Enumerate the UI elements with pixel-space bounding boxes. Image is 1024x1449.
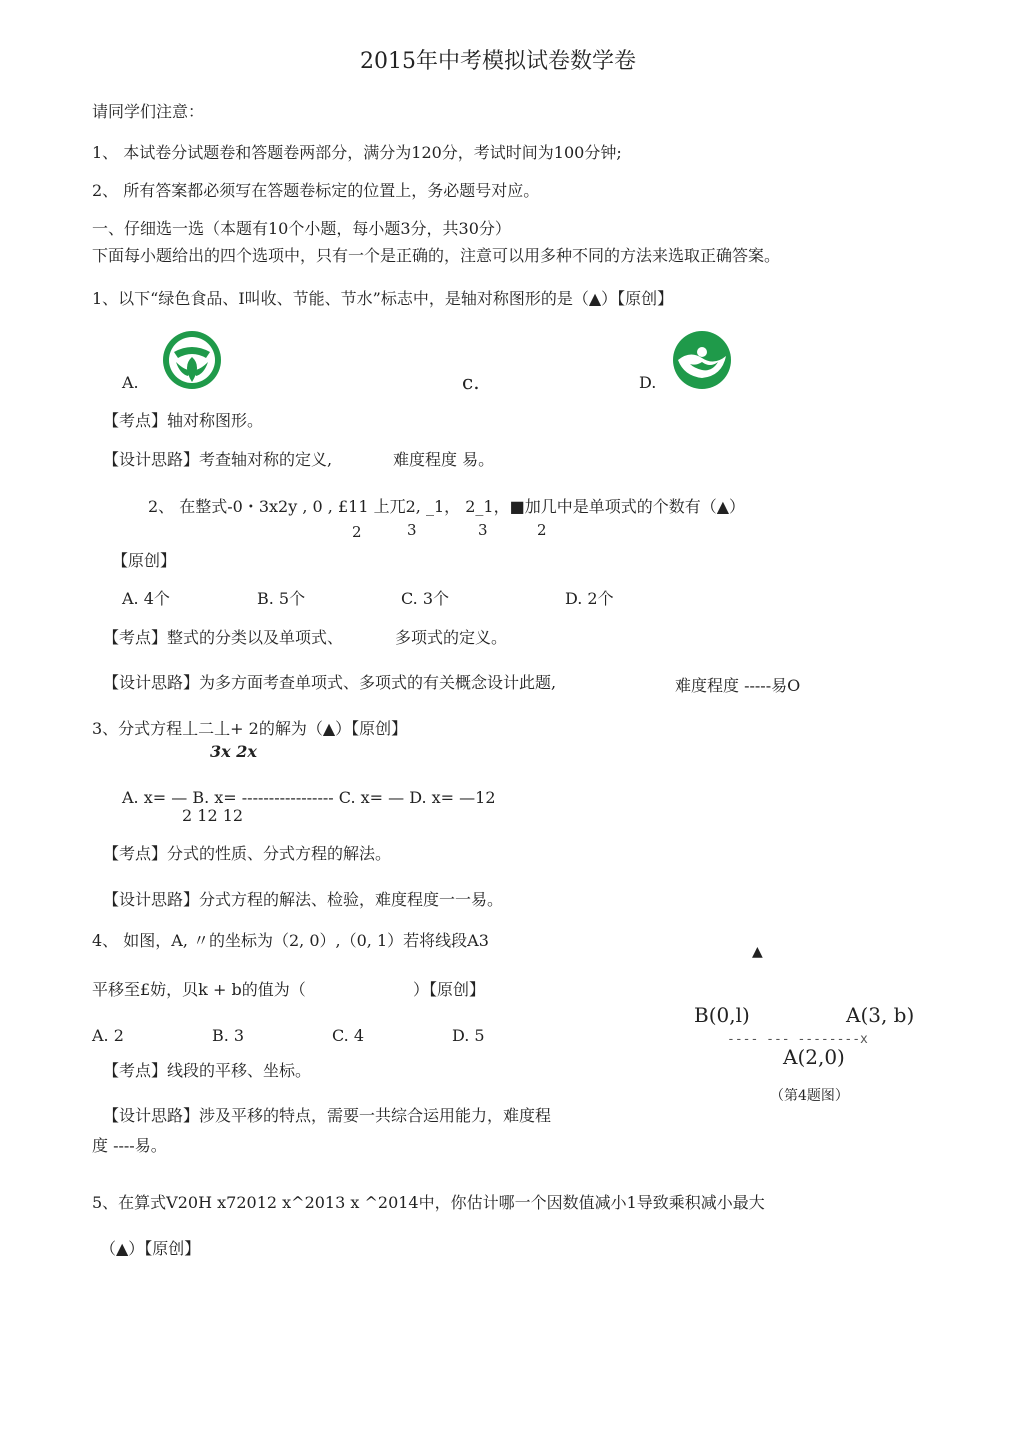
notice-heading: 请同学们注意： xyxy=(92,102,205,121)
q4-design-clipped xyxy=(103,1106,603,1125)
y-axis-arrow-icon: ▲ xyxy=(752,944,763,960)
q2-denominator-4: 2 xyxy=(537,521,547,539)
q2-denominator-3: 3 xyxy=(478,521,488,539)
q4-kaodian: 【考点】线段的平移、坐标。 xyxy=(103,1061,312,1080)
q1-option-a-label: A. xyxy=(122,373,139,392)
q3-option-denominators: 2 12 12 xyxy=(182,806,244,825)
q1-difficulty: 难度程度 易。 xyxy=(393,450,495,469)
q2-original-tag: 【原创】 xyxy=(112,551,177,570)
figure-label-b: B(0,l) xyxy=(694,1003,750,1027)
question-4-stem: 4、 如图，A, 〃的坐标为（2, 0）,（0, 1）若将线段A3 xyxy=(92,931,489,950)
q2-option-d: D. 2个 xyxy=(565,589,614,608)
q4-option-b: B. 3 xyxy=(212,1026,245,1045)
q2-kaodian: 【考点】整式的分类以及单项式、 xyxy=(103,628,344,647)
section-description: 下面每小题给出的四个选项中，只有一个是正确的，注意可以用多种不同的方法来选取正确答案。 xyxy=(92,246,781,265)
q1-design: 【设计思路】考查轴对称的定义, xyxy=(103,450,333,469)
section-title: 一、仔细选一选（本题有10个小题，每小题3分，共30分） xyxy=(92,219,511,238)
figure-x-axis: ---- --- --------x xyxy=(727,1032,868,1047)
q3-design: 【设计思路】分式方程的解法、检验，难度程度一一易。 xyxy=(103,890,504,909)
green-food-logo-icon xyxy=(162,330,222,390)
q2-option-a: A. 4个 xyxy=(122,589,170,608)
figure-caption: （第4题图） xyxy=(770,1088,849,1104)
figure-label-a20: A(2,0) xyxy=(783,1045,845,1069)
q2-option-b: B. 5个 xyxy=(257,589,306,608)
question-5-stem: 5、在算式V20H x72012 x^2013 x ^2014中，你估计哪一个因数值减小1导致乘积减小最大 xyxy=(92,1193,765,1212)
q1-option-d-label: D. xyxy=(639,373,657,392)
water-saving-logo-icon xyxy=(672,330,732,390)
q4-design-text: 【设计思路】涉及平移的特点，需要一共综合运用能力，难度程 xyxy=(103,1106,552,1125)
question-2-stem: 2、 在整式-0・3x2y , 0 , £11 上兀2, _1， 2_1，■加几中是单项式的个数有（▲） xyxy=(148,497,745,516)
q2-kaodian-2: 多项式的定义。 xyxy=(395,628,508,647)
page-title: 2015年中考模拟试卷数学卷 xyxy=(360,49,636,74)
q1-kaodian: 【考点】轴对称图形。 xyxy=(103,411,264,430)
q3-denominators: 3x 2x xyxy=(210,742,257,761)
q2-denominator-2: 3 xyxy=(407,521,417,539)
notice-item-2: 2、 所有答案都必须写在答题卷标定的位置上，务必题号对应。 xyxy=(92,181,540,200)
q3-options: A. x= — B. x= ----------------- C. x= — D. x= —12 xyxy=(122,788,496,807)
q2-difficulty: 难度程度 -----易O xyxy=(675,676,801,695)
question-5-stem-line2: （▲）【原创】 xyxy=(100,1239,201,1258)
question-3-stem: 3、分式方程丄二丄+ 2的解为（▲）【原创】 xyxy=(92,719,408,738)
q2-option-c: C. 3个 xyxy=(401,589,450,608)
q4-option-c: C. 4 xyxy=(332,1026,365,1045)
notice-item-1: 1、 本试卷分试题卷和答题卷两部分，满分为120分，考试时间为100分钟; xyxy=(92,143,622,162)
question-4-stem-line2: 平移至£妨，贝k + b的值为（ xyxy=(92,980,306,999)
q2-denominator-1: 2 xyxy=(352,523,362,541)
figure-label-a3b: A(3, b) xyxy=(846,1003,915,1027)
question-4-stem-tail: ）【原创】 xyxy=(413,980,486,999)
q1-option-c-label: c. xyxy=(462,370,480,394)
question-1-stem: 1、以下“绿色食品、I叫收、节能、节水”标志中，是轴对称图形的是（▲）【原创】 xyxy=(92,289,674,308)
q4-design-end: 度 ----易。 xyxy=(92,1136,167,1155)
q3-kaodian: 【考点】分式的性质、分式方程的解法。 xyxy=(103,844,392,863)
q4-option-a: A. 2 xyxy=(92,1026,124,1045)
q4-option-d: D. 5 xyxy=(452,1026,485,1045)
q2-design: 【设计思路】为多方面考查单项式、多项式的有关概念设计此题, xyxy=(103,673,557,692)
